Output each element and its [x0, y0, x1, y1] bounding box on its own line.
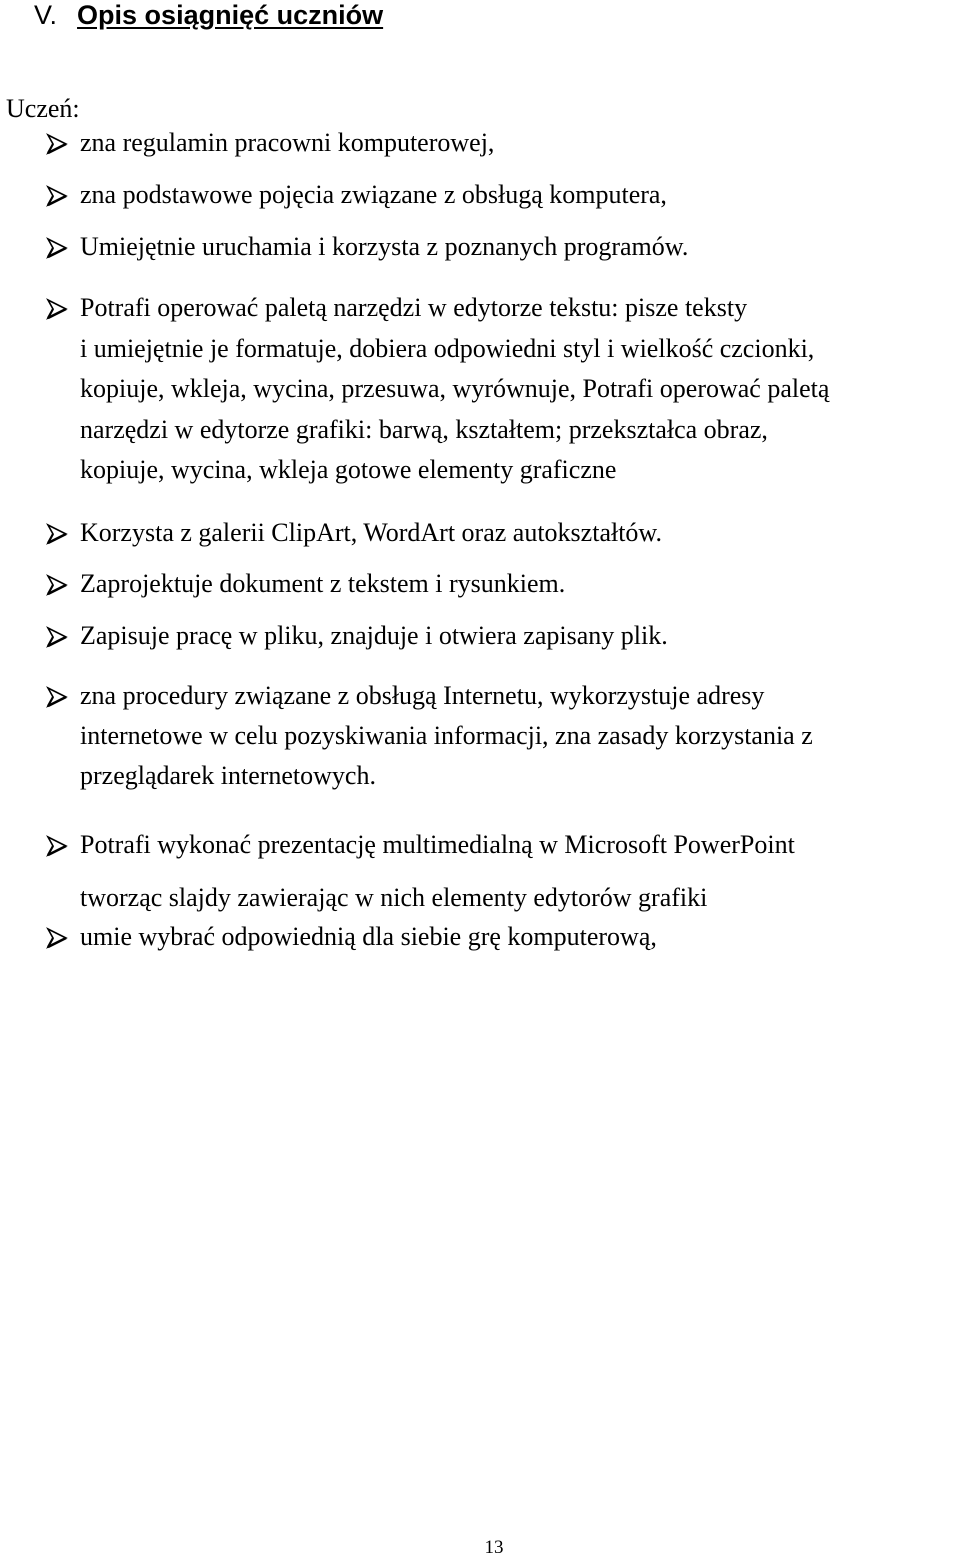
text-line: i umiejętnie je formatuje, dobiera odpowiedni styl i wielkość czcionki, [80, 333, 815, 363]
page-number: 13 [484, 1537, 504, 1558]
text-line: internetowe w celu pozyskiwania informacji, zna zasady korzystania z [80, 721, 813, 750]
text-line: Potrafi operować paletą narzędzi w edytorze tekstu: pisze teksty [80, 293, 748, 322]
list-item-text [80, 180, 667, 210]
arrowhead-bullet-icon [46, 835, 68, 857]
list-item-text [80, 518, 662, 548]
text-line: zna procedury związane z obsługą Internetu, wykorzystuje adresy [80, 681, 765, 710]
text-line: umie wybrać odpowiednią dla siebie grę komputerową, [80, 922, 657, 951]
arrowhead-bullet-icon [46, 523, 68, 545]
intro-label: Uczeń: [6, 94, 80, 123]
text-line: kopiuje, wycina, wkleja gotowe elementy graficzne [80, 455, 617, 484]
section-title: Opis osiągnięć uczniów [77, 0, 384, 30]
text-line: Umiejętnie uruchamia i korzysta z poznanych programów. [80, 232, 689, 261]
text-line: Zapisuje pracę w pliku, znajduje i otwiera zapisany plik. [80, 621, 668, 650]
arrowhead-bullet-icon [46, 185, 68, 207]
text-line: narzędzi w edytorze grafiki: barwą, kształtem; przekształca obraz, [80, 414, 768, 444]
text-line: zna regulamin pracowni komputerowej, [80, 128, 495, 157]
section-heading [34, 0, 383, 30]
list-item-text [80, 922, 657, 952]
list-item-text [80, 569, 565, 599]
text-line: Potrafi wykonać prezentację multimedialną w Microsoft PowerPoint [80, 830, 795, 859]
arrowhead-bullet-icon [46, 574, 68, 596]
list-item-text [80, 128, 494, 158]
text-line: Korzysta z galerii ClipArt, WordArt oraz autokształtów. [80, 518, 663, 547]
text-line: tworząc slajdy zawierając w nich elementy edytorów grafiki [80, 883, 708, 912]
list-item-text [80, 676, 813, 796]
arrowhead-bullet-icon [46, 298, 68, 320]
list-item-text [80, 818, 795, 924]
text-line: kopiuje, wkleja, wycina, przesuwa, wyrównuje, Potrafi operować paletą [80, 374, 830, 403]
arrowhead-bullet-icon [46, 237, 68, 259]
arrowhead-bullet-icon [46, 626, 68, 648]
arrowhead-bullet-icon [46, 686, 68, 708]
list-item-text [80, 232, 688, 262]
text-line: zna podstawowe pojęcia związane z obsługą komputera, [80, 180, 667, 209]
text-line: Zaprojektuje dokument z tekstem i rysunkiem. [80, 569, 566, 598]
section-number: V. [34, 0, 58, 30]
arrowhead-bullet-icon [46, 927, 68, 949]
text-line: przeglądarek internetowych. [80, 761, 376, 790]
arrowhead-bullet-icon [46, 133, 68, 155]
list-item-text [80, 621, 668, 651]
list-item-text [80, 288, 829, 491]
